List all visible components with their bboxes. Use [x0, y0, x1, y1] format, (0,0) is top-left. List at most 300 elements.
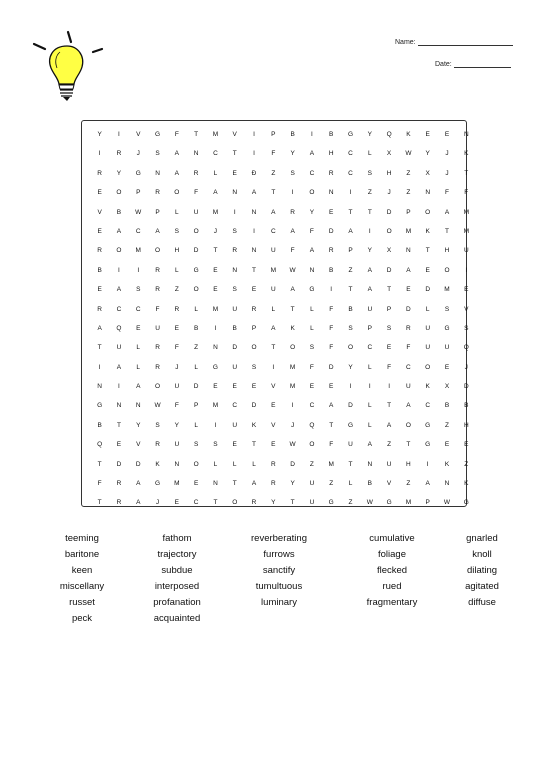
- grid-letter[interactable]: C: [348, 169, 353, 177]
- grid-letter[interactable]: M: [405, 499, 412, 507]
- grid-letter[interactable]: U: [270, 286, 276, 294]
- grid-letter[interactable]: F: [329, 441, 334, 449]
- grid-letter[interactable]: U: [232, 363, 238, 371]
- grid-letter[interactable]: A: [251, 480, 257, 488]
- grid-letter[interactable]: T: [406, 441, 411, 449]
- grid-letter[interactable]: L: [213, 460, 218, 468]
- grid-letter[interactable]: F: [329, 344, 334, 352]
- grid-letter[interactable]: W: [135, 208, 142, 216]
- grid-letter[interactable]: A: [271, 324, 276, 332]
- grid-letter[interactable]: L: [348, 480, 353, 488]
- grid-letter[interactable]: E: [251, 286, 257, 294]
- grid-letter[interactable]: T: [329, 421, 334, 429]
- grid-letter[interactable]: L: [252, 460, 256, 468]
- grid-letter[interactable]: E: [386, 344, 392, 352]
- grid-letter[interactable]: E: [136, 324, 141, 332]
- grid-letter[interactable]: A: [136, 499, 141, 507]
- grid-letter[interactable]: R: [97, 169, 102, 177]
- grid-letter[interactable]: M: [212, 402, 219, 410]
- grid-letter[interactable]: M: [405, 227, 412, 235]
- grid-letter[interactable]: K: [464, 480, 469, 488]
- grid-letter[interactable]: Z: [194, 344, 199, 352]
- grid-letter[interactable]: I: [368, 383, 371, 391]
- grid-letter[interactable]: D: [135, 460, 141, 468]
- grid-letter[interactable]: E: [116, 441, 122, 449]
- grid-letter[interactable]: Z: [348, 499, 353, 507]
- grid-letter[interactable]: S: [367, 169, 372, 177]
- grid-letter[interactable]: A: [116, 363, 122, 371]
- grid-letter[interactable]: F: [464, 189, 469, 197]
- grid-letter[interactable]: N: [463, 131, 469, 138]
- grid-letter[interactable]: T: [213, 247, 218, 255]
- grid-letter[interactable]: O: [116, 247, 122, 255]
- name-line[interactable]: [418, 38, 513, 46]
- grid-letter[interactable]: B: [464, 402, 469, 410]
- grid-letter[interactable]: U: [174, 441, 180, 449]
- grid-letter[interactable]: Y: [309, 208, 315, 216]
- grid-letter[interactable]: M: [289, 363, 296, 371]
- grid-letter[interactable]: R: [270, 460, 276, 468]
- grid-letter[interactable]: V: [464, 305, 469, 313]
- grid-letter[interactable]: Q: [386, 131, 392, 138]
- grid-letter[interactable]: O: [193, 460, 199, 468]
- grid-letter[interactable]: Q: [463, 344, 469, 352]
- grid-letter[interactable]: L: [367, 402, 372, 410]
- grid-letter[interactable]: A: [348, 227, 353, 235]
- grid-letter[interactable]: T: [387, 286, 392, 294]
- grid-letter[interactable]: U: [232, 305, 238, 313]
- grid-letter[interactable]: F: [329, 324, 334, 332]
- grid-letter[interactable]: T: [348, 286, 353, 294]
- grid-letter[interactable]: P: [406, 208, 411, 216]
- grid-letter[interactable]: S: [155, 421, 160, 429]
- grid-letter[interactable]: D: [348, 402, 353, 410]
- grid-letter[interactable]: N: [367, 460, 373, 468]
- grid-letter[interactable]: L: [213, 169, 218, 177]
- grid-letter[interactable]: T: [387, 402, 392, 410]
- grid-letter[interactable]: O: [425, 208, 431, 216]
- grid-letter[interactable]: C: [270, 227, 276, 235]
- grid-letter[interactable]: M: [444, 286, 450, 294]
- grid-letter[interactable]: K: [155, 460, 160, 468]
- grid-letter[interactable]: I: [118, 131, 120, 138]
- grid-letter[interactable]: I: [118, 266, 120, 274]
- grid-letter[interactable]: T: [367, 208, 372, 216]
- grid-letter[interactable]: D: [463, 383, 469, 391]
- grid-letter[interactable]: V: [136, 131, 141, 138]
- grid-letter[interactable]: R: [328, 247, 334, 255]
- grid-letter[interactable]: I: [214, 421, 217, 429]
- grid-letter[interactable]: C: [116, 305, 122, 313]
- grid-letter[interactable]: I: [426, 460, 429, 468]
- grid-letter[interactable]: E: [329, 383, 334, 391]
- grid-letter[interactable]: C: [135, 305, 141, 313]
- grid-letter[interactable]: D: [328, 363, 334, 371]
- grid-letter[interactable]: C: [193, 499, 199, 507]
- grid-letter[interactable]: N: [328, 189, 334, 197]
- grid-letter[interactable]: S: [348, 324, 353, 332]
- grid-letter[interactable]: R: [97, 247, 102, 255]
- grid-letter[interactable]: L: [194, 363, 198, 371]
- grid-letter[interactable]: P: [271, 131, 276, 138]
- grid-letter[interactable]: M: [174, 480, 180, 488]
- grid-letter[interactable]: E: [444, 131, 450, 138]
- grid-letter[interactable]: L: [175, 266, 179, 274]
- grid-letter[interactable]: D: [406, 305, 411, 313]
- grid-letter[interactable]: Z: [174, 286, 179, 294]
- grid-letter[interactable]: R: [155, 286, 160, 294]
- grid-letter[interactable]: L: [175, 208, 179, 216]
- grid-letter[interactable]: J: [155, 499, 160, 507]
- grid-letter[interactable]: Y: [348, 363, 353, 371]
- grid-letter[interactable]: T: [271, 344, 276, 352]
- grid-letter[interactable]: Y: [367, 131, 372, 138]
- grid-letter[interactable]: F: [155, 305, 160, 313]
- grid-letter[interactable]: E: [97, 227, 102, 235]
- grid-letter[interactable]: S: [193, 441, 199, 449]
- grid-letter[interactable]: G: [309, 286, 315, 294]
- grid-letter[interactable]: I: [118, 383, 120, 391]
- grid-letter[interactable]: K: [290, 324, 295, 332]
- grid-letter[interactable]: O: [386, 227, 392, 235]
- date-field[interactable]: [435, 60, 511, 68]
- grid-letter[interactable]: N: [116, 402, 122, 410]
- grid-letter[interactable]: E: [232, 169, 237, 177]
- grid-letter[interactable]: G: [212, 363, 218, 371]
- grid-letter[interactable]: X: [386, 150, 392, 158]
- grid-letter[interactable]: I: [272, 363, 275, 371]
- grid-letter[interactable]: E: [271, 441, 276, 449]
- grid-letter[interactable]: F: [329, 305, 334, 313]
- grid-letter[interactable]: M: [328, 460, 334, 468]
- grid-letter[interactable]: T: [252, 441, 257, 449]
- grid-letter[interactable]: P: [136, 189, 141, 197]
- grid-letter[interactable]: M: [463, 208, 469, 216]
- grid-letter[interactable]: H: [406, 460, 411, 468]
- grid-letter[interactable]: L: [310, 305, 314, 313]
- grid-letter[interactable]: D: [290, 460, 295, 468]
- grid-letter[interactable]: Z: [406, 169, 411, 177]
- grid-letter[interactable]: L: [194, 305, 198, 313]
- grid-letter[interactable]: D: [386, 208, 392, 216]
- grid-letter[interactable]: E: [329, 208, 334, 216]
- grid-letter[interactable]: T: [290, 305, 295, 313]
- grid-letter[interactable]: B: [97, 421, 102, 429]
- grid-letter[interactable]: E: [174, 324, 179, 332]
- grid-letter[interactable]: E: [425, 266, 430, 274]
- grid-letter[interactable]: W: [289, 441, 296, 449]
- grid-letter[interactable]: R: [116, 150, 122, 158]
- grid-letter[interactable]: S: [174, 227, 179, 235]
- grid-letter[interactable]: F: [174, 344, 179, 352]
- grid-letter[interactable]: E: [444, 441, 450, 449]
- grid-letter[interactable]: R: [232, 247, 238, 255]
- grid-letter[interactable]: Y: [116, 169, 122, 177]
- grid-letter[interactable]: P: [348, 247, 353, 255]
- grid-letter[interactable]: L: [367, 363, 372, 371]
- grid-letter[interactable]: G: [347, 131, 354, 138]
- grid-letter[interactable]: X: [386, 247, 392, 255]
- grid-letter[interactable]: B: [97, 266, 102, 274]
- grid-letter[interactable]: O: [193, 286, 199, 294]
- grid-letter[interactable]: R: [155, 363, 160, 371]
- grid-letter[interactable]: G: [425, 421, 431, 429]
- grid-letter[interactable]: T: [97, 344, 102, 352]
- grid-letter[interactable]: J: [213, 227, 218, 235]
- grid-letter[interactable]: Z: [406, 480, 411, 488]
- grid-letter[interactable]: O: [444, 266, 450, 274]
- grid-letter[interactable]: F: [406, 344, 411, 352]
- grid-letter[interactable]: A: [367, 266, 372, 274]
- grid-letter[interactable]: N: [444, 480, 450, 488]
- grid-letter[interactable]: T: [348, 208, 353, 216]
- grid-letter[interactable]: L: [367, 421, 372, 429]
- grid-letter[interactable]: I: [98, 363, 101, 371]
- grid-letter[interactable]: S: [232, 286, 237, 294]
- grid-letter[interactable]: E: [425, 131, 430, 138]
- grid-letter[interactable]: V: [271, 421, 276, 429]
- grid-letter[interactable]: P: [425, 499, 430, 507]
- grid-letter[interactable]: F: [309, 227, 314, 235]
- grid-letter[interactable]: E: [213, 286, 218, 294]
- grid-letter[interactable]: A: [174, 150, 179, 158]
- grid-letter[interactable]: N: [174, 460, 180, 468]
- grid-letter[interactable]: U: [425, 344, 431, 352]
- grid-letter[interactable]: F: [174, 402, 179, 410]
- grid-letter[interactable]: N: [155, 169, 160, 177]
- grid-letter[interactable]: I: [233, 208, 236, 216]
- grid-letter[interactable]: Y: [425, 150, 430, 158]
- grid-letter[interactable]: T: [232, 480, 237, 488]
- grid-letter[interactable]: G: [97, 402, 103, 410]
- grid-letter[interactable]: D: [328, 227, 334, 235]
- grid-letter[interactable]: B: [290, 131, 295, 138]
- grid-letter[interactable]: O: [155, 383, 161, 391]
- grid-letter[interactable]: Y: [136, 421, 141, 429]
- grid-letter[interactable]: R: [155, 266, 160, 274]
- grid-letter[interactable]: J: [464, 363, 468, 371]
- grid-letter[interactable]: G: [463, 499, 469, 507]
- grid-letter[interactable]: K: [406, 131, 411, 138]
- grid-letter[interactable]: G: [386, 499, 392, 507]
- grid-letter[interactable]: T: [252, 266, 257, 274]
- grid-letter[interactable]: O: [232, 499, 238, 507]
- grid-letter[interactable]: T: [425, 247, 430, 255]
- grid-letter[interactable]: L: [367, 150, 372, 158]
- grid-letter[interactable]: G: [135, 169, 141, 177]
- grid-letter[interactable]: E: [464, 286, 469, 294]
- grid-letter[interactable]: D: [116, 460, 122, 468]
- grid-letter[interactable]: N: [309, 266, 315, 274]
- grid-letter[interactable]: A: [444, 208, 450, 216]
- grid-letter[interactable]: S: [386, 324, 392, 332]
- grid-letter[interactable]: A: [155, 227, 160, 235]
- grid-letter[interactable]: M: [289, 383, 296, 391]
- grid-letter[interactable]: Q: [116, 324, 122, 332]
- grid-letter[interactable]: A: [309, 247, 315, 255]
- grid-letter[interactable]: J: [175, 363, 179, 371]
- grid-letter[interactable]: U: [155, 324, 160, 332]
- grid-letter[interactable]: Z: [387, 441, 392, 449]
- grid-letter[interactable]: D: [193, 383, 199, 391]
- grid-letter[interactable]: B: [444, 402, 450, 410]
- grid-letter[interactable]: I: [330, 286, 333, 294]
- grid-letter[interactable]: B: [329, 266, 334, 274]
- grid-letter[interactable]: W: [366, 499, 373, 507]
- grid-letter[interactable]: X: [444, 383, 450, 391]
- grid-letter[interactable]: N: [193, 150, 199, 158]
- grid-letter[interactable]: P: [386, 305, 392, 313]
- grid-letter[interactable]: S: [251, 363, 257, 371]
- grid-letter[interactable]: I: [214, 324, 217, 332]
- grid-letter[interactable]: C: [135, 227, 141, 235]
- grid-letter[interactable]: U: [309, 499, 315, 507]
- grid-letter[interactable]: U: [174, 383, 180, 391]
- grid-letter[interactable]: A: [290, 286, 295, 294]
- grid-letter[interactable]: A: [425, 480, 430, 488]
- grid-letter[interactable]: A: [116, 286, 122, 294]
- grid-letter[interactable]: B: [116, 208, 122, 216]
- grid-letter[interactable]: Q: [97, 441, 103, 449]
- grid-letter[interactable]: D: [386, 266, 392, 274]
- grid-letter[interactable]: A: [174, 169, 179, 177]
- grid-letter[interactable]: F: [290, 247, 295, 255]
- grid-letter[interactable]: O: [309, 441, 315, 449]
- grid-letter[interactable]: G: [328, 499, 334, 507]
- grid-letter[interactable]: G: [425, 441, 431, 449]
- grid-letter[interactable]: V: [136, 441, 141, 449]
- grid-letter[interactable]: K: [425, 383, 430, 391]
- grid-letter[interactable]: U: [444, 344, 450, 352]
- grid-letter[interactable]: B: [329, 131, 334, 138]
- grid-letter[interactable]: U: [386, 460, 392, 468]
- grid-letter[interactable]: P: [155, 208, 160, 216]
- grid-letter[interactable]: I: [368, 227, 371, 235]
- grid-letter[interactable]: M: [212, 305, 219, 313]
- grid-letter[interactable]: N: [406, 247, 411, 255]
- grid-letter[interactable]: Y: [97, 131, 102, 138]
- grid-letter[interactable]: F: [309, 363, 314, 371]
- grid-letter[interactable]: O: [116, 189, 122, 197]
- grid-letter[interactable]: W: [289, 266, 296, 274]
- grid-letter[interactable]: L: [310, 324, 314, 332]
- grid-letter[interactable]: T: [97, 460, 102, 468]
- grid-letter[interactable]: O: [251, 344, 257, 352]
- grid-letter[interactable]: Y: [367, 247, 372, 255]
- grid-letter[interactable]: C: [232, 402, 238, 410]
- grid-letter[interactable]: H: [444, 247, 450, 255]
- grid-letter[interactable]: C: [213, 150, 218, 158]
- grid-letter[interactable]: T: [290, 499, 295, 507]
- grid-letter[interactable]: O: [155, 247, 161, 255]
- grid-letter[interactable]: U: [270, 247, 276, 255]
- grid-letter[interactable]: A: [367, 286, 372, 294]
- grid-letter[interactable]: I: [253, 150, 255, 158]
- grid-letter[interactable]: C: [367, 344, 373, 352]
- grid-letter[interactable]: S: [464, 324, 469, 332]
- grid-letter[interactable]: S: [444, 305, 450, 313]
- grid-letter[interactable]: K: [444, 460, 450, 468]
- grid-letter[interactable]: O: [347, 344, 354, 352]
- grid-letter[interactable]: L: [425, 305, 430, 313]
- grid-letter[interactable]: O: [405, 421, 411, 429]
- grid-letter[interactable]: T: [213, 499, 218, 507]
- grid-letter[interactable]: R: [155, 441, 160, 449]
- grid-letter[interactable]: O: [425, 363, 431, 371]
- grid-letter[interactable]: O: [290, 344, 296, 352]
- grid-letter[interactable]: D: [425, 286, 431, 294]
- grid-letter[interactable]: M: [212, 208, 219, 216]
- grid-letter[interactable]: N: [213, 344, 218, 352]
- grid-letter[interactable]: S: [290, 169, 295, 177]
- grid-letter[interactable]: J: [387, 189, 391, 197]
- grid-letter[interactable]: D: [193, 247, 199, 255]
- date-line[interactable]: [454, 60, 511, 68]
- grid-letter[interactable]: N: [97, 383, 102, 391]
- grid-letter[interactable]: E: [213, 383, 218, 391]
- grid-letter[interactable]: F: [97, 480, 102, 488]
- grid-letter[interactable]: S: [309, 344, 315, 352]
- grid-letter[interactable]: C: [348, 150, 353, 158]
- grid-letter[interactable]: A: [251, 189, 257, 197]
- grid-letter[interactable]: U: [367, 305, 373, 313]
- grid-letter[interactable]: O: [193, 227, 199, 235]
- grid-letter[interactable]: A: [386, 421, 392, 429]
- grid-letter[interactable]: H: [463, 421, 469, 429]
- grid-letter[interactable]: E: [444, 363, 450, 371]
- grid-letter[interactable]: G: [193, 266, 199, 274]
- grid-letter[interactable]: J: [136, 150, 140, 158]
- grid-letter[interactable]: S: [213, 441, 218, 449]
- grid-letter[interactable]: H: [328, 150, 334, 158]
- grid-letter[interactable]: G: [347, 421, 354, 429]
- grid-letter[interactable]: N: [251, 208, 257, 216]
- grid-letter[interactable]: R: [116, 499, 122, 507]
- grid-letter[interactable]: Ð: [251, 169, 257, 177]
- grid-letter[interactable]: L: [271, 305, 276, 313]
- grid-letter[interactable]: A: [97, 324, 102, 332]
- grid-letter[interactable]: Z: [329, 480, 334, 488]
- grid-letter[interactable]: E: [406, 286, 411, 294]
- grid-letter[interactable]: A: [116, 227, 122, 235]
- grid-letter[interactable]: R: [155, 344, 160, 352]
- grid-letter[interactable]: V: [271, 383, 276, 391]
- grid-letter[interactable]: Y: [290, 480, 295, 488]
- grid-letter[interactable]: S: [232, 227, 237, 235]
- grid-letter[interactable]: B: [367, 480, 372, 488]
- grid-letter[interactable]: E: [232, 441, 237, 449]
- grid-letter[interactable]: P: [251, 324, 257, 332]
- grid-letter[interactable]: U: [348, 441, 353, 449]
- grid-letter[interactable]: E: [232, 383, 237, 391]
- grid-letter[interactable]: R: [290, 208, 295, 216]
- grid-letter[interactable]: A: [309, 150, 315, 158]
- name-field[interactable]: [395, 38, 513, 46]
- grid-letter[interactable]: A: [329, 402, 334, 410]
- grid-letter[interactable]: E: [97, 286, 102, 294]
- grid-letter[interactable]: B: [348, 305, 353, 313]
- grid-letter[interactable]: I: [98, 150, 101, 158]
- grid-letter[interactable]: L: [194, 421, 198, 429]
- grid-letter[interactable]: T: [97, 499, 102, 507]
- grid-letter[interactable]: F: [387, 363, 392, 371]
- grid-letter[interactable]: F: [194, 189, 199, 197]
- grid-letter[interactable]: J: [290, 421, 295, 429]
- grid-letter[interactable]: I: [388, 383, 390, 391]
- grid-letter[interactable]: C: [309, 169, 315, 177]
- grid-letter[interactable]: I: [291, 189, 294, 197]
- grid-letter[interactable]: K: [425, 227, 430, 235]
